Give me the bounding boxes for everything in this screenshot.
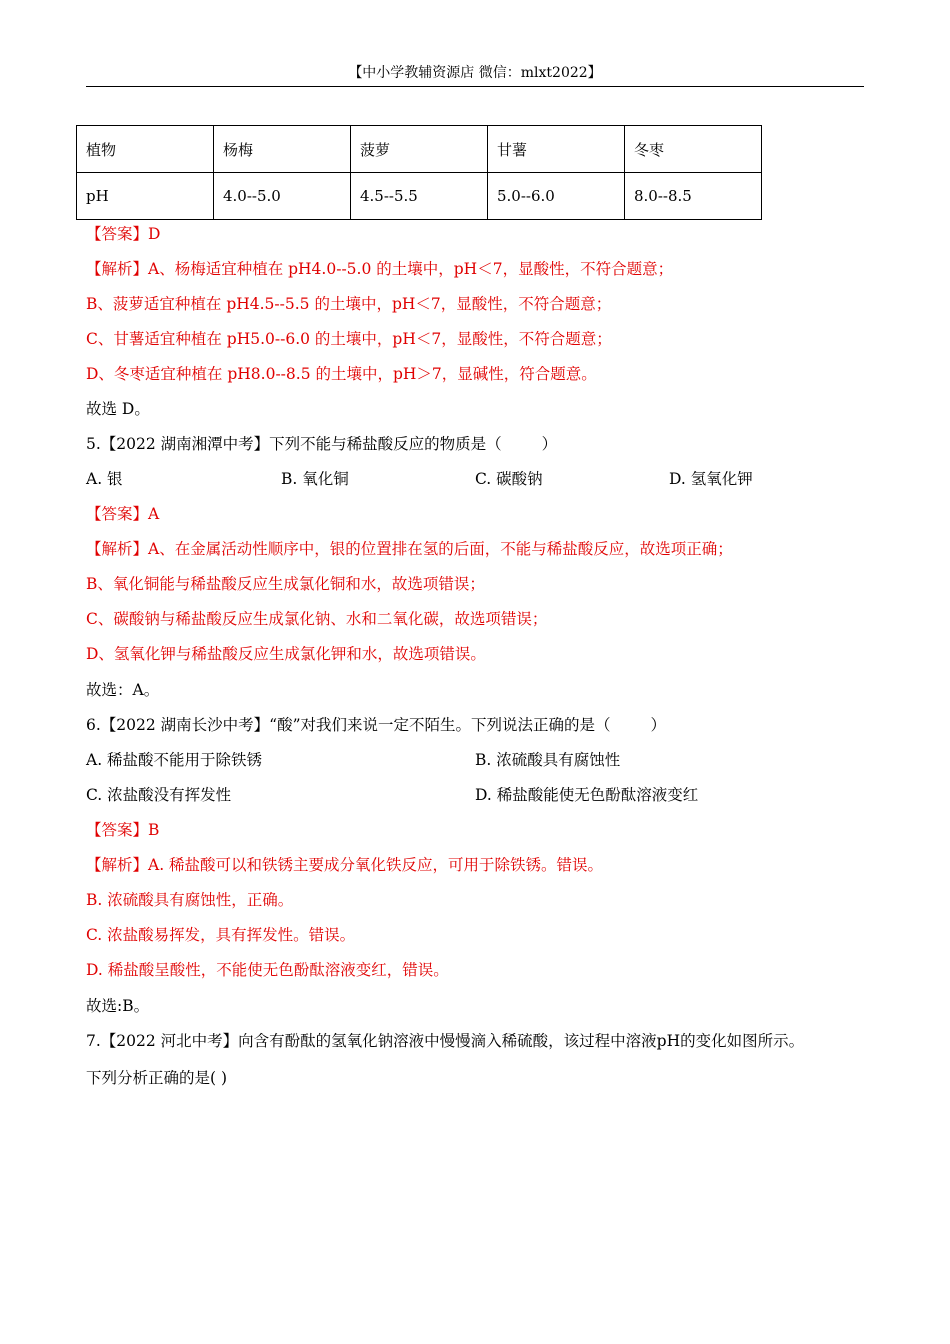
q5-stem (86, 434, 557, 454)
q5-explain-line: 【解析】A、在金属活动性顺序中，银的位置排在氢的后面，不能与稀盐酸反应，故选项正确； (86, 540, 733, 558)
q6-answer: 【答案】B (86, 821, 160, 839)
q5-explain-line: B、氧化铜能与稀盐酸反应生成氯化铜和水，故选项错误； (86, 575, 485, 593)
q6-explain-line: D. 稀盐酸呈酸性，不能使无色酚酞溶液变红，错误。 (86, 961, 449, 979)
q5-option-a: A. 银 (86, 470, 123, 488)
q5-explain-line: C、碳酸钠与稀盐酸反应生成氯化钠、水和二氧化碳，故选项错误； (86, 610, 548, 628)
q5-answer: 【答案】A (86, 505, 160, 523)
q4-explain-line: C、甘薯适宜种植在 pH5.0--6.0 的土壤中，pH＜7，显酸性，不符合题意； (86, 330, 612, 348)
q6-stem (86, 715, 666, 735)
plant-ph-table (76, 125, 762, 220)
table-cell: 冬枣 (625, 126, 762, 173)
table-row (77, 173, 762, 220)
q4-conclusion: 故选 D。 (86, 400, 150, 418)
q5-option-c: C. 碳酸钠 (475, 470, 543, 488)
q4-explain-line: 【解析】A、杨梅适宜种植在 pH4.0--5.0 的土壤中，pH＜7，显酸性，不符合题意； (86, 260, 674, 278)
table-cell: 4.0--5.0 (214, 173, 351, 220)
table-cell: pH (77, 173, 214, 220)
header-divider (86, 86, 864, 87)
q6-option-a: A. 稀盐酸不能用于除铁锈 (86, 751, 263, 769)
page-header: 【中小学教辅资源店 微信：mlxt2022】 (348, 65, 602, 81)
q6-explain-line: B. 浓硫酸具有腐蚀性，正确。 (86, 891, 294, 909)
q5-stem-end: ） (541, 435, 558, 453)
q5-conclusion: 故选：A。 (86, 681, 160, 699)
q6-explain-line: C. 浓盐酸易挥发，具有挥发性。错误。 (86, 926, 356, 944)
q4-explain-line: D、冬枣适宜种植在 pH8.0--8.5 的土壤中，pH＞7，显碱性，符合题意。 (86, 365, 597, 383)
q6-option-c: C. 浓盐酸没有挥发性 (86, 786, 232, 804)
table-cell: 菠萝 (351, 126, 488, 173)
q6-option-b: B. 浓硫酸具有腐蚀性 (475, 751, 621, 769)
table-cell: 8.0--8.5 (625, 173, 762, 220)
q5-option-d: D. 氢氧化钾 (669, 470, 753, 488)
table-cell: 甘薯 (488, 126, 625, 173)
q7-stem-continued: 下列分析正确的是( ) (86, 1069, 228, 1087)
q5-stem-text: 5.【2022 湖南湘潭中考】下列不能与稀盐酸反应的物质是（ (86, 435, 502, 453)
table-cell: 4.5--5.5 (351, 173, 488, 220)
table-cell: 5.0--6.0 (488, 173, 625, 220)
q5-explain-line: D、氢氧化钾与稀盐酸反应生成氯化钾和水，故选项错误。 (86, 645, 486, 663)
q5-option-b: B. 氧化铜 (281, 470, 349, 488)
q4-answer: 【答案】D (86, 225, 161, 243)
q6-conclusion: 故选:B。 (86, 997, 150, 1015)
table-row (77, 126, 762, 173)
table-cell: 杨梅 (214, 126, 351, 173)
q4-explain-line: B、菠萝适宜种植在 pH4.5--5.5 的土壤中，pH＜7，显酸性，不符合题意； (86, 295, 612, 313)
q6-option-d: D. 稀盐酸能使无色酚酞溶液变红 (475, 786, 699, 804)
q6-stem-end: ） (650, 716, 667, 734)
q6-stem-text: 6.【2022 湖南长沙中考】“酸”对我们来说一定不陌生。下列说法正确的是（ (86, 716, 611, 734)
table-cell: 植物 (77, 126, 214, 173)
q6-explain-line: 【解析】A. 稀盐酸可以和铁锈主要成分氧化铁反应，可用于除铁锈。错误。 (86, 856, 604, 874)
q7-stem: 7.【2022 河北中考】向含有酚酞的氢氧化钠溶液中慢慢滴入稀硫酸，该过程中溶液pH的变化如图所示。 (86, 1032, 805, 1050)
